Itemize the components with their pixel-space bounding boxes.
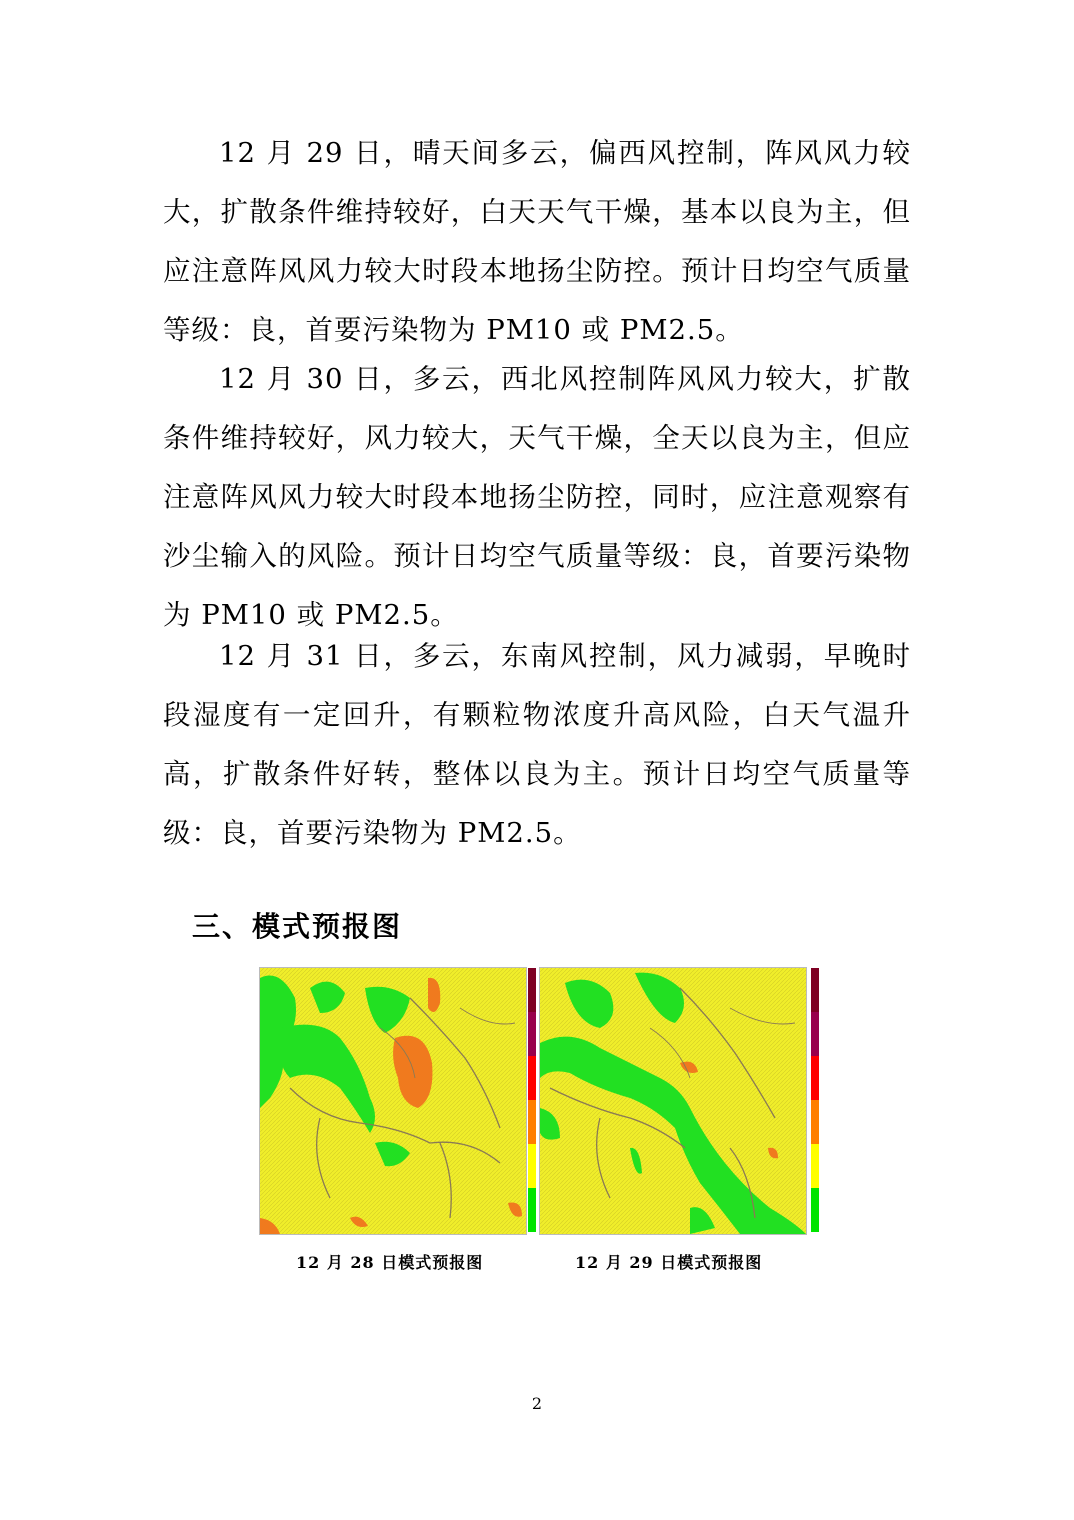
- figure-caption-dec-29: 12 月 29 日模式预报图: [575, 1253, 763, 1272]
- legend-swatch: [528, 1188, 536, 1232]
- color-legend-dec-28: [528, 968, 536, 1232]
- legend-swatch: [811, 968, 819, 1012]
- legend-swatch: [811, 1144, 819, 1188]
- legend-swatch: [528, 968, 536, 1012]
- paragraph-dec-31: 12 月 31 日，多云，东南风控制，风力减弱，早晚时段湿度有一定回升，有颗粒物浓度升高风险，白天气温升高，扩散条件好转，整体以良为主。预计日均空气质量等级：良，首要污染物为 PM2.5。: [163, 640, 911, 849]
- section-heading: 三、模式预报图: [192, 910, 403, 943]
- paragraph-dec-29: 12 月 29 日，晴天间多云，偏西风控制，阵风风力较大，扩散条件维持较好，白天天气干燥，基本以良为主，但应注意阵风风力较大时段本地扬尘防控。预计日均空气质量等级：良，首要污染物为 PM10 或 PM2.5。: [163, 137, 911, 346]
- forecast-map-dec-29: [539, 967, 807, 1235]
- forecast-map-dec-29-image: [540, 968, 806, 1234]
- forecast-map-dec-28-image: [260, 968, 526, 1234]
- figure-caption-dec-28: 12 月 28 日模式预报图: [296, 1253, 484, 1272]
- paragraph-dec-30: 12 月 30 日，多云，西北风控制阵风风力较大，扩散条件维持较好，风力较大，天气干燥，全天以良为主，但应注意阵风风力较大时段本地扬尘防控，同时，应注意观察有沙尘输入的风险。预计日均空气质量等级：良，首要污染物为 PM10 或 PM2.5。: [163, 363, 911, 631]
- color-legend-dec-29: [811, 968, 819, 1232]
- legend-swatch: [528, 1012, 536, 1056]
- page-number: 2: [531, 1394, 543, 1413]
- legend-swatch: [811, 1100, 819, 1144]
- legend-swatch: [811, 1056, 819, 1100]
- forecast-map-dec-28: [259, 967, 527, 1235]
- legend-swatch: [528, 1144, 536, 1188]
- legend-swatch: [528, 1056, 536, 1100]
- legend-swatch: [811, 1188, 819, 1232]
- legend-swatch: [811, 1012, 819, 1056]
- legend-swatch: [528, 1100, 536, 1144]
